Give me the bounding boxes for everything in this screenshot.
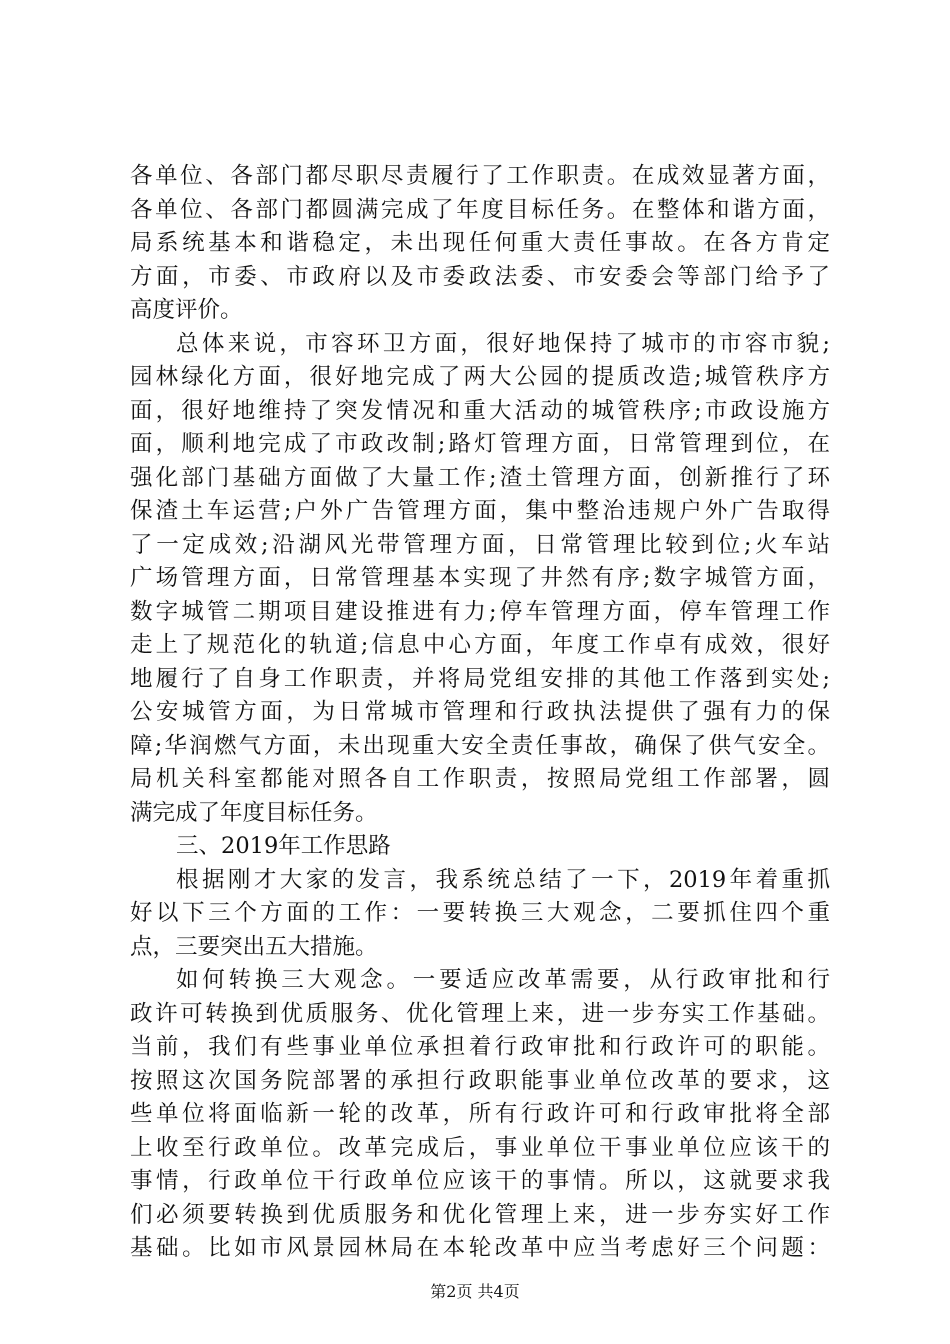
text-line: 按照这次国务院部署的承担行政职能事业单位改革的要求，这	[130, 1067, 830, 1094]
text-line: 各单位、各部门都尽职尽责履行了工作职责。在成效显著方面，	[130, 163, 830, 189]
text-line: 局机关科室都能对照各自工作职责，按照局党组工作部署，圆	[130, 766, 830, 792]
text-line: 强化部门基础方面做了大量工作;渣土管理方面，创新推行了环	[130, 464, 830, 491]
text-line: 高度评价。	[130, 297, 243, 323]
text-line: 基础。比如市风景园林局在本轮改革中应当考虑好三个问题：	[130, 1235, 830, 1261]
text-line: 障;华润燃气方面，未出现重大安全责任事故，确保了供气安全。	[130, 732, 830, 759]
text-line: 局系统基本和谐稳定，未出现任何重大责任事故。在各方肯定	[130, 230, 830, 256]
text-line: 了一定成效;沿湖风光带管理方面，日常管理比较到位;火车站	[130, 531, 830, 558]
text-line: 公安城管方面，为日常城市管理和行政执法提供了强有力的保	[130, 699, 830, 725]
text-line: 点，三要突出五大措施。	[130, 933, 378, 960]
text-line: 地履行了自身工作职责，并将局党组安排的其他工作落到实处;	[130, 665, 830, 692]
text-line: 保渣土车运营;户外广告管理方面，集中整治违规户外广告取得	[130, 498, 830, 524]
text-line: 们必须要转换到优质服务和优化管理上来，进一步夯实好工作	[130, 1201, 830, 1228]
text-line: 各单位、各部门都圆满完成了年度目标任务。在整体和谐方面，	[130, 196, 830, 223]
text-line: 面，顺利地完成了市政改制;路灯管理方面，日常管理到位，在	[130, 431, 830, 457]
text-line: 政许可转换到优质服务、优化管理上来，进一步夯实工作基础。	[130, 1000, 830, 1027]
text-line: 数字城管二期项目建设推进有力;停车管理方面，停车管理工作	[130, 598, 830, 625]
text-line: 广场管理方面，日常管理基本实现了井然有序;数字城管方面，	[130, 565, 830, 591]
section-heading: 三、2019年工作思路	[176, 833, 391, 859]
text-line: 园林绿化方面，很好地完成了两大公园的提质改造;城管秩序方	[130, 364, 830, 390]
paragraph-first-line: 总体来说，市容环卫方面，很好地保持了城市的市容市貌;	[176, 330, 830, 357]
paragraph-first-line: 根据刚才大家的发言，我系统总结了一下，2019年着重抓	[176, 866, 830, 893]
text-line: 事情，行政单位干行政单位应该干的事情。所以，这就要求我	[130, 1168, 830, 1194]
text-line: 上收至行政单位。改革完成后，事业单位干事业单位应该干的	[130, 1134, 830, 1161]
text-line: 走上了规范化的轨道;信息中心方面，年度工作卓有成效，很好	[130, 632, 830, 658]
text-line: 方面，市委、市政府以及市委政法委、市安委会等部门给予了	[130, 263, 830, 290]
body-text	[130, 160, 830, 1266]
page-footer: 第2页 共4页	[430, 1282, 520, 1301]
text-line: 满完成了年度目标任务。	[130, 799, 378, 826]
text-line: 当前，我们有些事业单位承担着行政审批和行政许可的职能。	[130, 1034, 830, 1060]
text-line: 好以下三个方面的工作：一要转换三大观念，二要抓住四个重	[130, 900, 830, 926]
text-line: 面，很好地维持了突发情况和重大活动的城管秩序;市政设施方	[130, 397, 830, 424]
text-line: 些单位将面临新一轮的改革，所有行政许可和行政审批将全部	[130, 1101, 830, 1127]
paragraph-first-line: 如何转换三大观念。一要适应改革需要，从行政审批和行	[176, 967, 830, 993]
